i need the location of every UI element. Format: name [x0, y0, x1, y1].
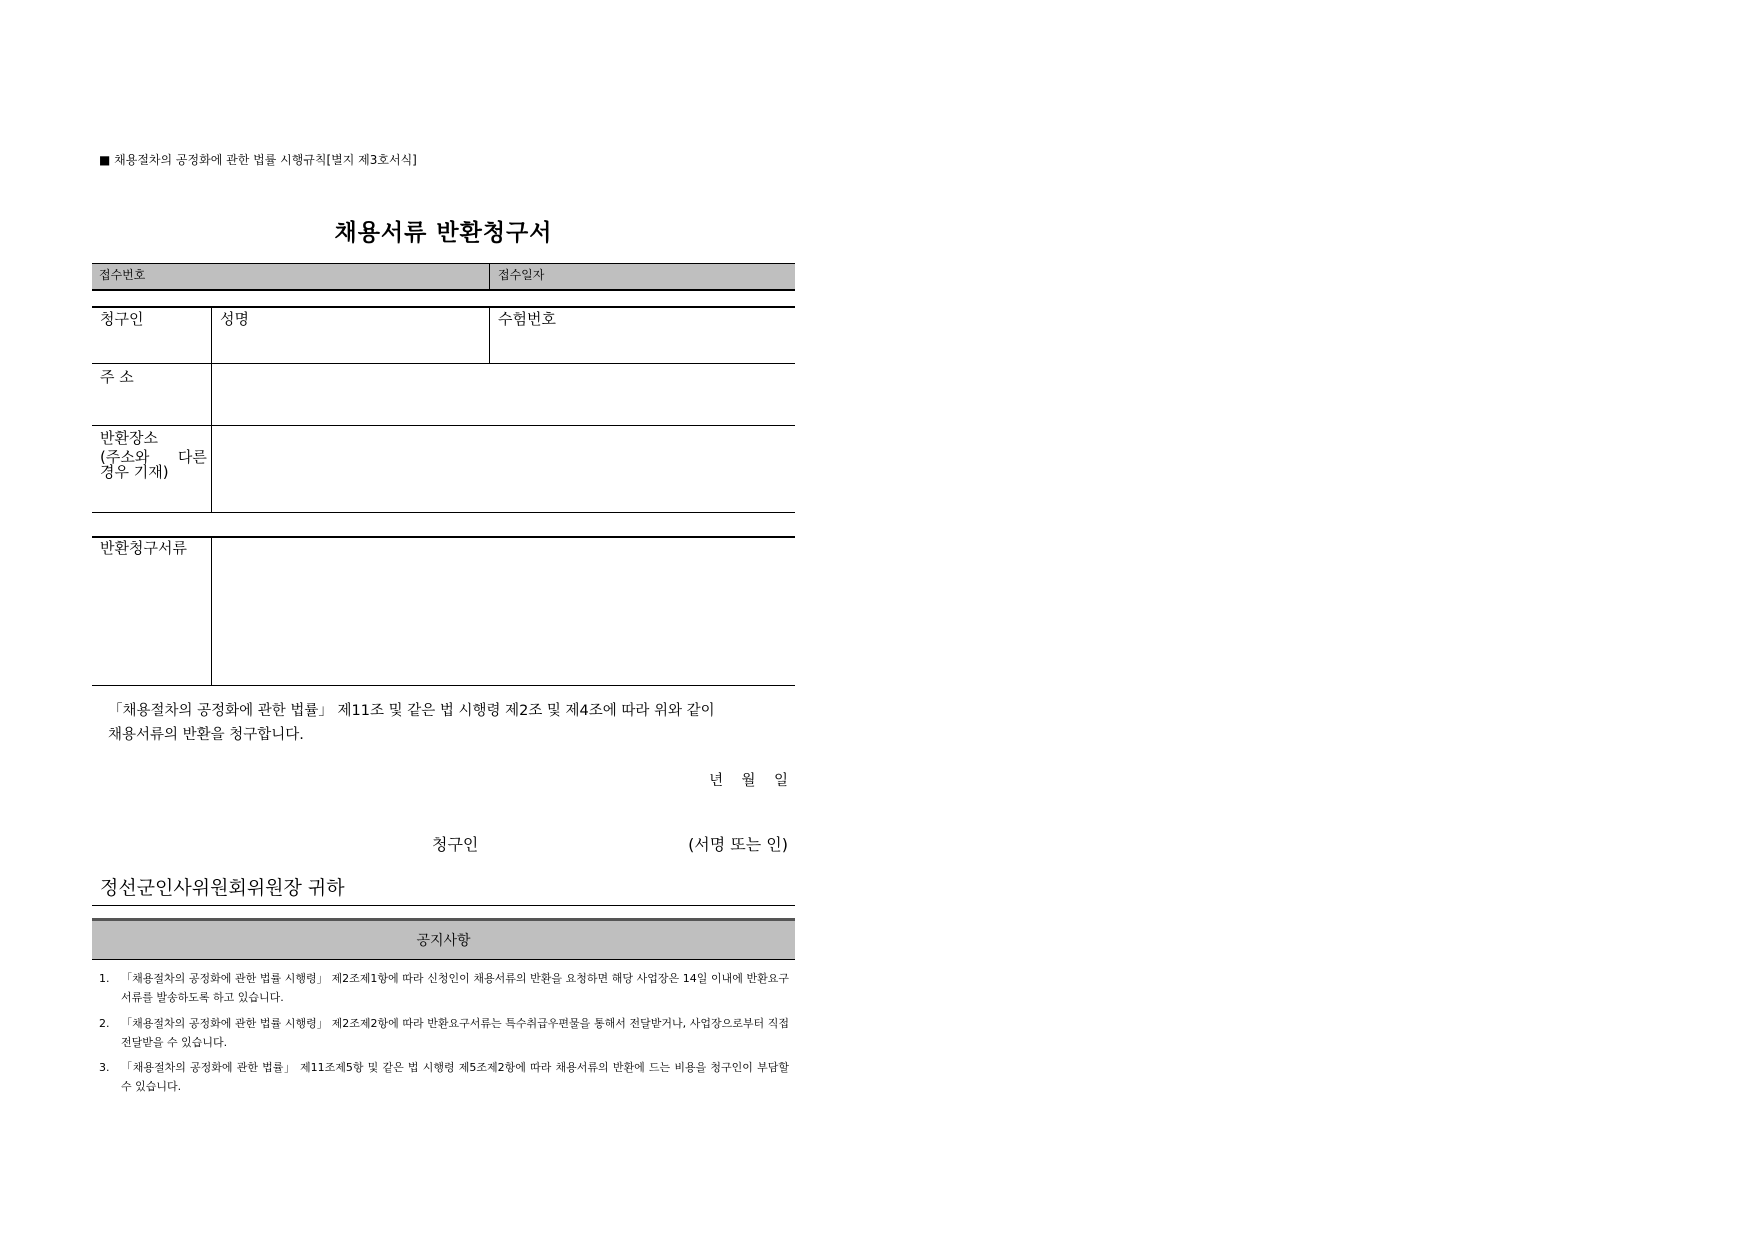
notice-item-text: 「채용절차의 공정화에 관한 법률 시행령」 제2조제2항에 따라 반환요구서류는 특수취급우편물을 통해서 전달받거나, 사업장으로부터 직접 전달받을 수 있습니다.: [121, 1017, 789, 1049]
recipient: 정선군인사위원회위원장 귀하: [100, 877, 345, 899]
notice-item-text: 「채용절차의 공정화에 관한 법률」 제11조제5항 및 같은 법 시행령 제5조제2항에 따라 채용서류의 반환에 드는 비용을 청구인이 부담할 수 있습니다.: [121, 1061, 789, 1093]
exam-number-label: 수험번호: [498, 310, 556, 328]
date-line: 년 월 일: [709, 773, 788, 789]
notice-title: 공지사항: [416, 933, 471, 949]
notice-item-number: 2.: [99, 1017, 110, 1030]
statement-line-2: 채용서류의 반환을 청구합니다.: [108, 727, 304, 743]
divider: [489, 263, 490, 289]
name-label: 성명: [220, 310, 249, 328]
divider: [92, 306, 795, 308]
divider: [92, 918, 795, 921]
divider: [92, 289, 795, 291]
divider: [92, 512, 795, 513]
return-place-note: (주소와 다른: [100, 448, 207, 466]
divider: [92, 685, 795, 686]
return-place-note: 경우 기재): [100, 463, 169, 481]
documents-label: 반환청구서류: [100, 539, 187, 557]
divider: [92, 905, 795, 906]
name-field[interactable]: [212, 330, 488, 362]
claimant-label: 청구인: [432, 835, 479, 854]
receipt-date-label: 접수일자: [498, 268, 545, 282]
notice-item-number: 1.: [99, 972, 110, 985]
documents-field[interactable]: [212, 537, 794, 684]
divider: [92, 959, 795, 960]
divider: [92, 263, 795, 264]
return-place-field[interactable]: [212, 426, 794, 511]
exam-number-field[interactable]: [490, 330, 794, 362]
receipt-number-label: 접수번호: [99, 268, 146, 282]
address-label: 주 소: [100, 368, 134, 386]
return-place-label: 반환장소: [100, 429, 158, 447]
statement-line-1: 「채용절차의 공정화에 관한 법률」 제11조 및 같은 법 시행령 제2조 및 제4조에 따라 위와 같이: [108, 703, 715, 719]
applicant-section-label: 청구인: [100, 310, 144, 328]
form-header-note: ■ 채용절차의 공정화에 관한 법률 시행규칙[별지 제3호서식]: [99, 153, 417, 167]
receipt-bar: [92, 263, 795, 289]
notice-item-number: 3.: [99, 1061, 110, 1074]
notice-item-text: 「채용절차의 공정화에 관한 법률 시행령」 제2조제1항에 따라 신청인이 채용서류의 반환을 요청하면 해당 사업장은 14일 이내에 반환요구서류를 발송하도록 하고 있습니다.: [121, 972, 789, 1004]
address-field[interactable]: [212, 364, 794, 424]
signature-label: (서명 또는 인): [688, 835, 788, 854]
form-title: 채용서류 반환청구서: [334, 220, 553, 246]
